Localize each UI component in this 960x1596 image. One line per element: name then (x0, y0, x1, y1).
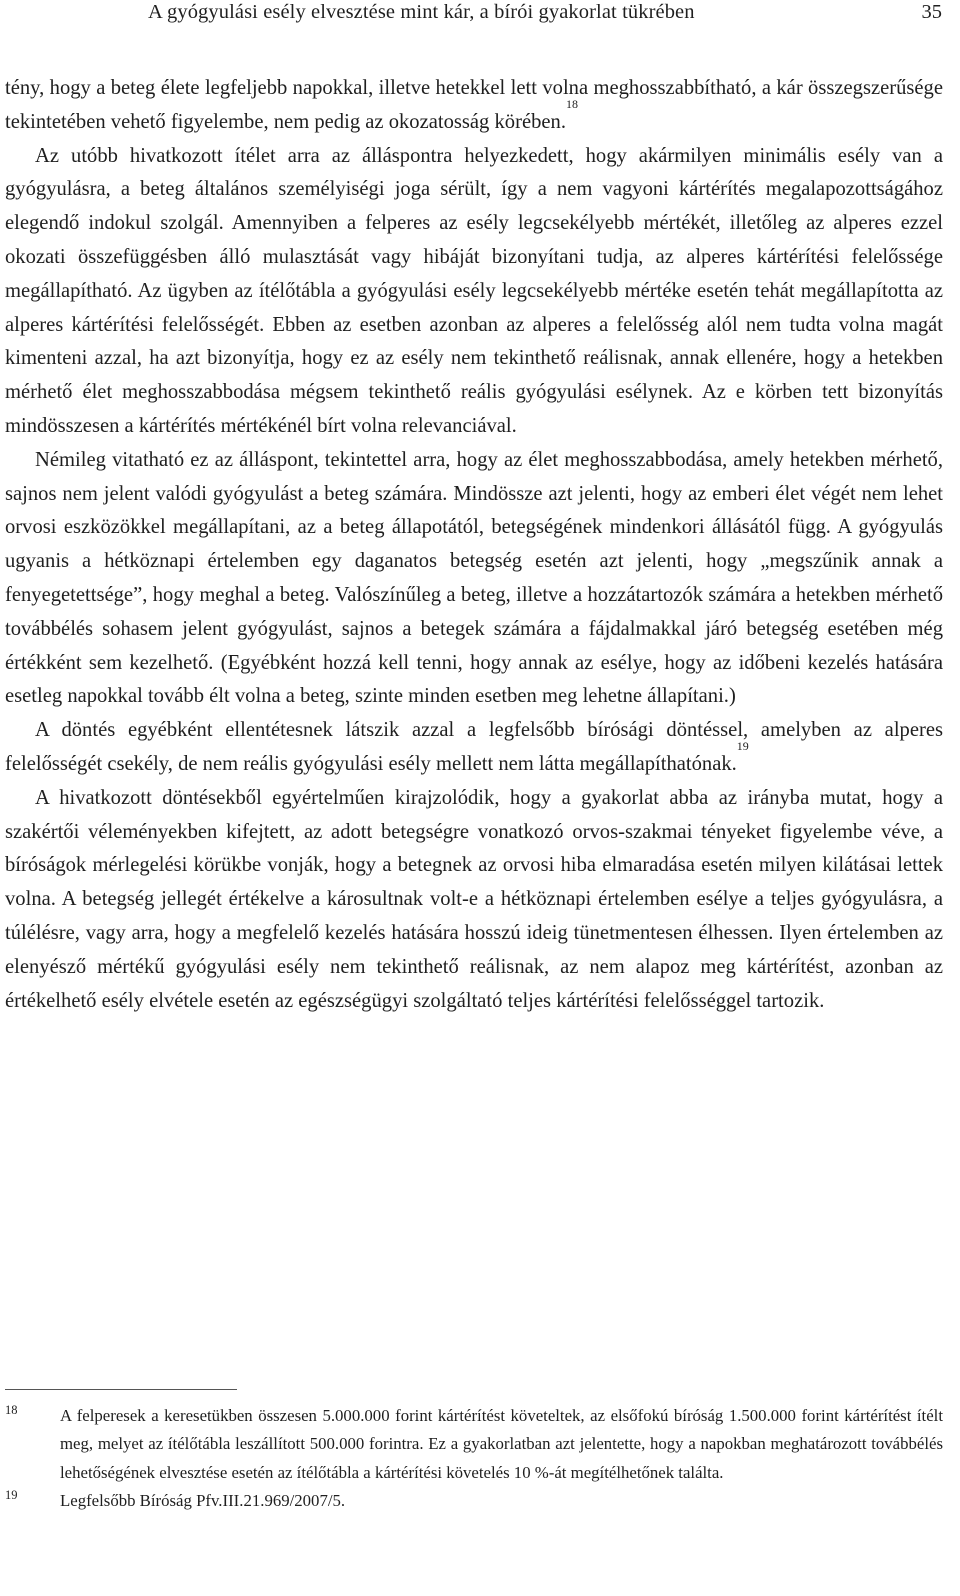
page-header (0, 0, 960, 30)
footnote-divider (5, 1389, 237, 1390)
paragraph-2: Az utóbb hivatkozott ítélet arra az álláspontra helyezkedett, hogy akármilyen minimális esély van a gyógyulásra, a beteg általános személyiségi joga sérült, így a nem vagyoni kártérítés megalapozottságához elegendő indokul szolgál. Amennyiben a felperes az esély legcsekélyebb mértékét, illetőleg az alperes ezzel okozati összefüggésben álló mulasztását vagy hibáját bizonyítani tudja, az alperes kártérítési felelőssége megállapítható. Az ügyben az ítélőtábla a gyógyulási esély legcsekélyebb mértéke esetén tehát megállapította az alperes kártérítési felelősségét. Ebben az esetben azonban az alperes a felelősség alól nem tudta volna magát kimenteni azzal, ha azt bizonyítja, hogy ez az esély nem tekinthető reálisnak, annak ellenére, hogy a hetekben mérhető élet meghosszabbodása mégsem tekinthető reális gyógyulási esélynek. Az e körben tett bizonyítás mindösszesen a kártérítés mértékénél bírt volna relevanciával. (5, 144, 943, 437)
paragraph-4-text: A döntés egyébként ellentétesnek látszik azzal a legfelsőbb bírósági döntéssel, amelyben az alperes felelősségét csekély, de nem reális gyógyulási esély mellett nem látta megállapíthatónak. (5, 719, 943, 775)
footnote-18 (5, 1402, 943, 1487)
paragraph-1 (5, 72, 943, 140)
page-number: 35 (921, 1, 942, 23)
running-title: A gyógyulási esély elvesztése mint kár, a bírói gyakorlat tükrében (148, 1, 695, 23)
paragraph-3: Némileg vitatható ez az álláspont, tekintettel arra, hogy az élet meghosszabbodása, amely hetekben mérhető, sajnos nem jelent valódi gyógyulást a beteg számára. Mindössze azt jelenti, hogy az emberi élet végét nem lehet orvosi eszközökkel megállapítani, az a beteg állapotától, betegségének mindenkori állásától függ. A gyógyulás ugyanis a hétköznapi értelemben egy daganatos betegség esetén azt jelenti, hogy „megszűnik annak a fenyegetettsége”, hogy meghal a beteg. Valószínűleg a beteg, illetve a hozzátartozók számára a hetekben mérhető továbbélés sohasem jelent gyógyulást, sajnos a betegek számára a fájdalmakkal járó betegség esetében még értékként sem kezelhető. (Egyébként hozzá kell tenni, hogy annak az esélye, hogy az időbeni kezelés hatására esetleg napokkal tovább élt volna a beteg, szinte minden esetben meg lehetne állapítani.) (5, 448, 943, 708)
footnote-text: Legfelsőbb Bíróság Pfv.III.21.969/2007/5. (60, 1490, 346, 1510)
footnotes (5, 1402, 943, 1515)
paragraph-5: A hivatkozott döntésekből egyértelműen kirajzolódik, hogy a gyakorlat abba az irányba mutat, hogy a szakértői véleményekben kifejtett, az adott betegségre vonatkozó orvos-szakmai tényeket figyelembe véve, a bíróságok mérlegelési körükbe vonják, hogy a betegnek az orvosi hiba elmaradása esetén milyen kilátásai lettek volna. A betegség jellegét értékelve a károsultnak volt-e a hétköznapi értelemben esélye a teljes gyógyulásra, a túlélésre, vagy arra, hogy a megfelelő kezelés hatására hosszú ideig tünetmentesen élhessen. Ilyen értelemben az elenyésző mértékű gyógyulási esély nem tekinthető reálisnak, az nem alapoz meg kártérítést, azonban az értékelhető esély elvétele esetén az egészségügyi szolgáltató teljes kártérítési felelősséggel tartozik. (5, 786, 943, 1012)
footnote-number: 19 (5, 1487, 18, 1502)
footnote-19 (5, 1487, 943, 1515)
footnote-text: A felperesek a keresetükben összesen 5.000.000 forint kártérítést követeltek, az elsőfokú bíróság 1.500.000 forint kártérítést ítélt meg, melyet az ítélőtábla leszállított 500.000 forintra. Ez a gyakorlatban azt jelentette, hogy a napokban meghatározott továbbélés lehetőségének elvesztése esetén az ítélőtábla a kártérítési követelés 10 %-át megítélhetőnek találta. (60, 1406, 943, 1482)
paragraph-1-text: tény, hogy a beteg élete legfeljebb napokkal, illetve hetekkel lett volna meghosszabbítható, a kár összegszerűsége tekintetében vehető figyelembe, nem pedig az okozatosság körében. (5, 77, 943, 133)
paragraph-4 (5, 714, 943, 782)
footnote-ref-19[interactable]: 19 (736, 738, 749, 753)
footnote-number: 18 (5, 1403, 18, 1417)
body-text (5, 72, 943, 1018)
footnote-ref-18[interactable]: 18 (565, 96, 578, 111)
